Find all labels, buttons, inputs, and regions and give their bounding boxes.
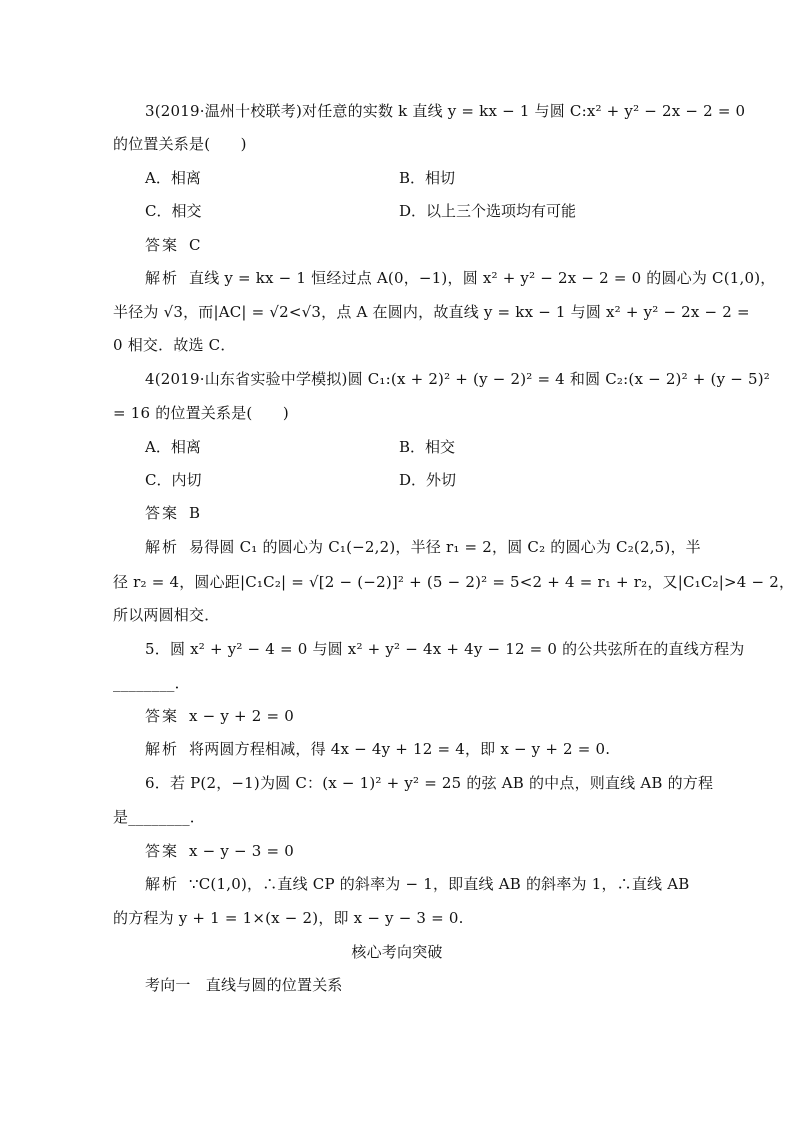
q4-answer <box>145 503 715 523</box>
q6-stem-line1: 6．若 P(2，−1)为圆 C：(x − 1)² + y² = 25 的弦 AB 的中点，则直线 AB 的方程 <box>145 774 714 792</box>
q4-analysis-line2: 径 r₂ = 4，圆心距|C₁C₂| = √[2 − (−2)]² + (5 − 2)² = 5<2 + 4 = r₁ + r₂，又|C₁C₂|>4 − 2， <box>113 573 794 591</box>
subsection-title: 考向一 直线与圆的位置关系 <box>145 976 343 994</box>
q3-analysis-line3: 0 相交．故选 C． <box>113 336 236 354</box>
q3-stem-line2: 的位置关系是( ) <box>113 135 247 153</box>
analysis-text: 将两圆方程相减，得 4x − 4y + 12 = 4，即 x − y + 2 = 0. <box>189 740 611 758</box>
analysis-text: ∵C(1,0)，∴直线 CP 的斜率为 − 1，即直线 AB 的斜率为 1，∴直线 AB <box>189 875 690 893</box>
analysis-label: 解析 <box>145 740 180 758</box>
q4-option-c: C．内切 <box>145 471 202 489</box>
q4-stem-line2: = 16 的位置关系是( ) <box>113 404 289 422</box>
answer-label: 答案 <box>145 707 180 725</box>
analysis-label: 解析 <box>145 538 180 556</box>
q4-option-d: D．外切 <box>399 471 457 489</box>
analysis-text: 直线 y = kx − 1 恒经过点 A(0，−1)，圆 x² + y² − 2x − 2 = 0 的圆心为 C(1,0)， <box>189 269 776 287</box>
q5-stem-line1: 5．圆 x² + y² − 4 = 0 与圆 x² + y² − 4x + 4y − 12 = 0 的公共弦所在的直线方程为 <box>145 640 745 658</box>
q4-analysis-line1 <box>145 537 715 557</box>
q3-stem-line1: 3(2019·温州十校联考)对任意的实数 k 直线 y = kx − 1 与圆 C:x² + y² − 2x − 2 = 0 <box>145 102 746 120</box>
q4-analysis-line3: 所以两圆相交． <box>113 606 220 624</box>
answer-value: x − y − 3 = 0 <box>189 842 294 860</box>
q5-answer <box>145 706 715 726</box>
q5-stem-line2: ________． <box>113 674 190 692</box>
q3-option-b: B．相切 <box>399 169 456 187</box>
q5-analysis-line1 <box>145 739 715 759</box>
q3-option-a: A．相离 <box>145 169 201 187</box>
q6-answer <box>145 841 715 861</box>
q3-analysis-line1 <box>145 268 776 288</box>
q4-stem-line1: 4(2019·山东省实验中学模拟)圆 C₁:(x + 2)² + (y − 2)² = 4 和圆 C₂:(x − 2)² + (y − 5)² <box>145 370 770 388</box>
answer-value: B <box>189 504 201 522</box>
q4-option-a: A．相离 <box>145 438 201 456</box>
answer-label: 答案 <box>145 504 180 522</box>
answer-value: x − y + 2 = 0 <box>189 707 294 725</box>
q4-option-b: B．相交 <box>399 438 456 456</box>
analysis-label: 解析 <box>145 269 180 287</box>
answer-label: 答案 <box>145 236 180 254</box>
answer-label: 答案 <box>145 842 180 860</box>
analysis-label: 解析 <box>145 875 180 893</box>
q3-option-d: D．以上三个选项均有可能 <box>399 202 577 220</box>
q6-analysis-line1 <box>145 874 715 894</box>
q3-option-c: C．相交 <box>145 202 202 220</box>
answer-value: C <box>189 236 201 254</box>
q6-stem-line2: 是________． <box>113 808 206 826</box>
section-title: 核心考向突破 <box>351 943 443 961</box>
q3-answer <box>145 235 715 255</box>
q6-analysis-line2: 的方程为 y + 1 = 1×(x − 2)，即 x − y − 3 = 0. <box>113 909 464 927</box>
q3-analysis-line2: 半径为 √3，而|AC| = √2<√3，点 A 在圆内，故直线 y = kx − 1 与圆 x² + y² − 2x − 2 = <box>113 303 750 321</box>
analysis-text: 易得圆 C₁ 的圆心为 C₁(−2,2)，半径 r₁ = 2，圆 C₂ 的圆心为 C₂(2,5)，半 <box>189 538 701 556</box>
